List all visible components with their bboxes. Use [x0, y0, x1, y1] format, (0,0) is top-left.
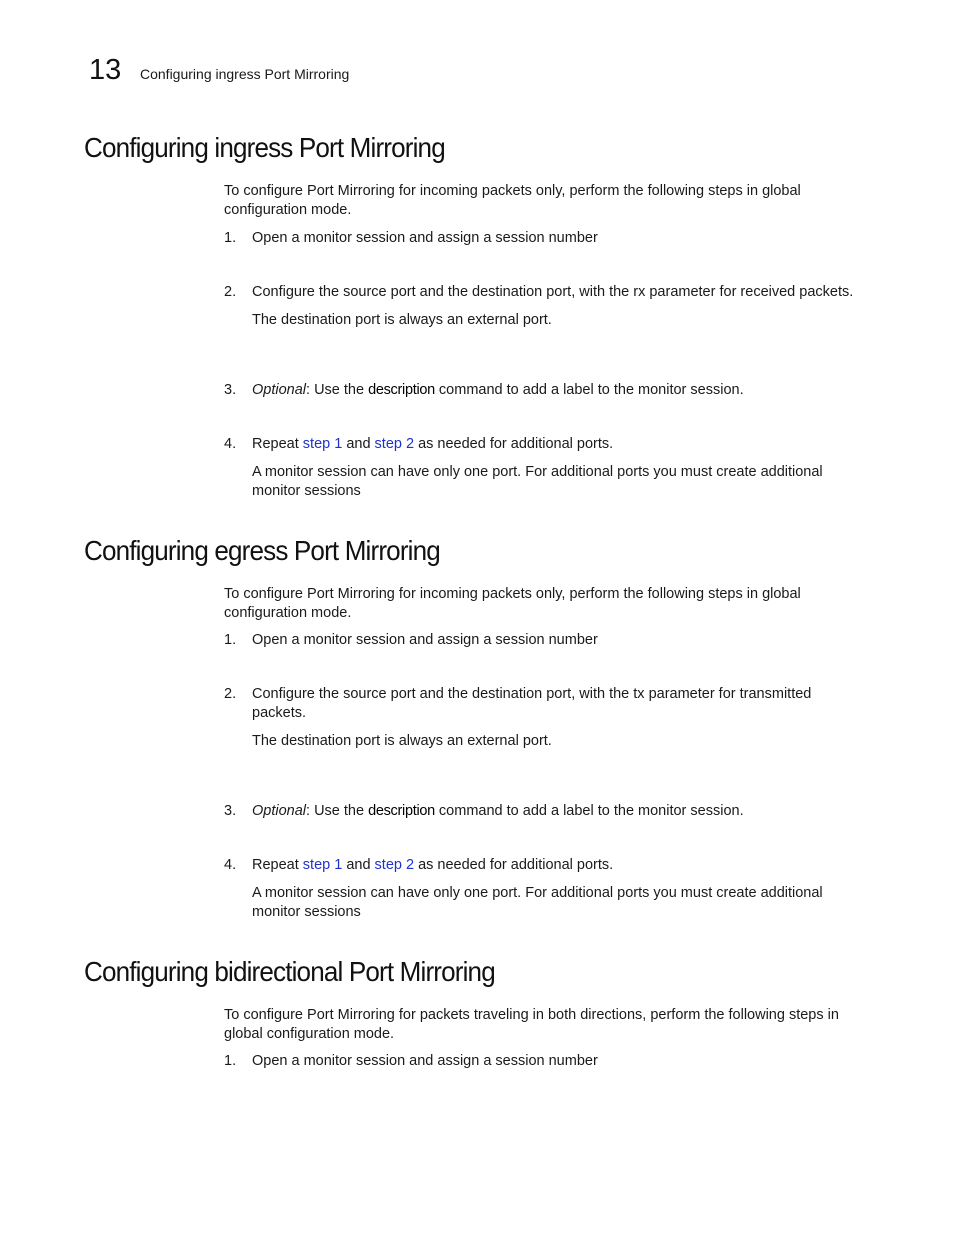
step-number: 3. — [224, 382, 237, 398]
step-1-link[interactable]: step 1 — [302, 436, 343, 452]
step-number: 2. — [224, 284, 237, 300]
chapter-number: 13 — [89, 54, 122, 86]
step-text: Configure the source port and the destination port, with the tx parameter for transmitted packets. — [252, 686, 812, 721]
step-text-post: as needed for additional ports. — [414, 857, 614, 873]
step-text-pre: Repeat — [252, 436, 303, 452]
command-name: description — [368, 382, 435, 398]
step-text-post: as needed for additional ports. — [414, 436, 614, 452]
step-text-post: command to add a label to the monitor session. — [434, 382, 744, 398]
step-text: Open a monitor session and assign a session number — [252, 632, 598, 648]
step-2-link[interactable]: step 2 — [374, 436, 415, 452]
section-intro: To configure Port Mirroring for packets traveling in both directions, perform the following steps in global configuration mode. — [224, 1007, 839, 1042]
step-note: The destination port is always an external port. — [252, 312, 552, 328]
step-note: The destination port is always an external port. — [252, 733, 552, 749]
section-title: Configuring bidirectional Port Mirroring — [84, 956, 495, 987]
step-text-post: command to add a label to the monitor session. — [434, 803, 744, 819]
step-text: Open a monitor session and assign a session number — [252, 230, 598, 246]
section-title: Configuring egress Port Mirroring — [84, 535, 440, 566]
step-text: Configure the source port and the destination port, with the rx parameter for received packets. — [252, 284, 854, 300]
step-number: 1. — [224, 632, 237, 648]
step-text — [252, 856, 872, 875]
step-number: 1. — [224, 1053, 237, 1069]
command-name: description — [368, 803, 435, 819]
step-text-mid: and — [342, 436, 375, 452]
step-text — [252, 802, 872, 821]
step-text — [252, 381, 872, 400]
step-number: 3. — [224, 803, 237, 819]
step-text-pre: : Use the — [306, 382, 369, 398]
optional-label: Optional — [252, 803, 307, 819]
step-number: 2. — [224, 686, 237, 702]
step-text: Open a monitor session and assign a session number — [252, 1053, 598, 1069]
step-text-pre: : Use the — [306, 803, 369, 819]
section-intro: To configure Port Mirroring for incoming packets only, perform the following steps in global configuration mode. — [224, 183, 801, 218]
optional-label: Optional — [252, 382, 307, 398]
step-text — [252, 435, 872, 454]
step-note: A monitor session can have only one port. For additional ports you must create additional monitor sessions — [252, 464, 823, 499]
step-2-link[interactable]: step 2 — [374, 857, 415, 873]
step-note: A monitor session can have only one port. For additional ports you must create additional monitor sessions — [252, 885, 823, 920]
section-intro: To configure Port Mirroring for incoming packets only, perform the following steps in global configuration mode. — [224, 586, 801, 621]
section-title: Configuring ingress Port Mirroring — [84, 132, 445, 163]
step-number: 1. — [224, 230, 237, 246]
running-title: Configuring ingress Port Mirroring — [140, 66, 350, 82]
step-text-mid: and — [342, 857, 375, 873]
step-1-link[interactable]: step 1 — [302, 857, 343, 873]
step-number: 4. — [224, 857, 237, 873]
step-text-pre: Repeat — [252, 857, 303, 873]
step-number: 4. — [224, 436, 237, 452]
